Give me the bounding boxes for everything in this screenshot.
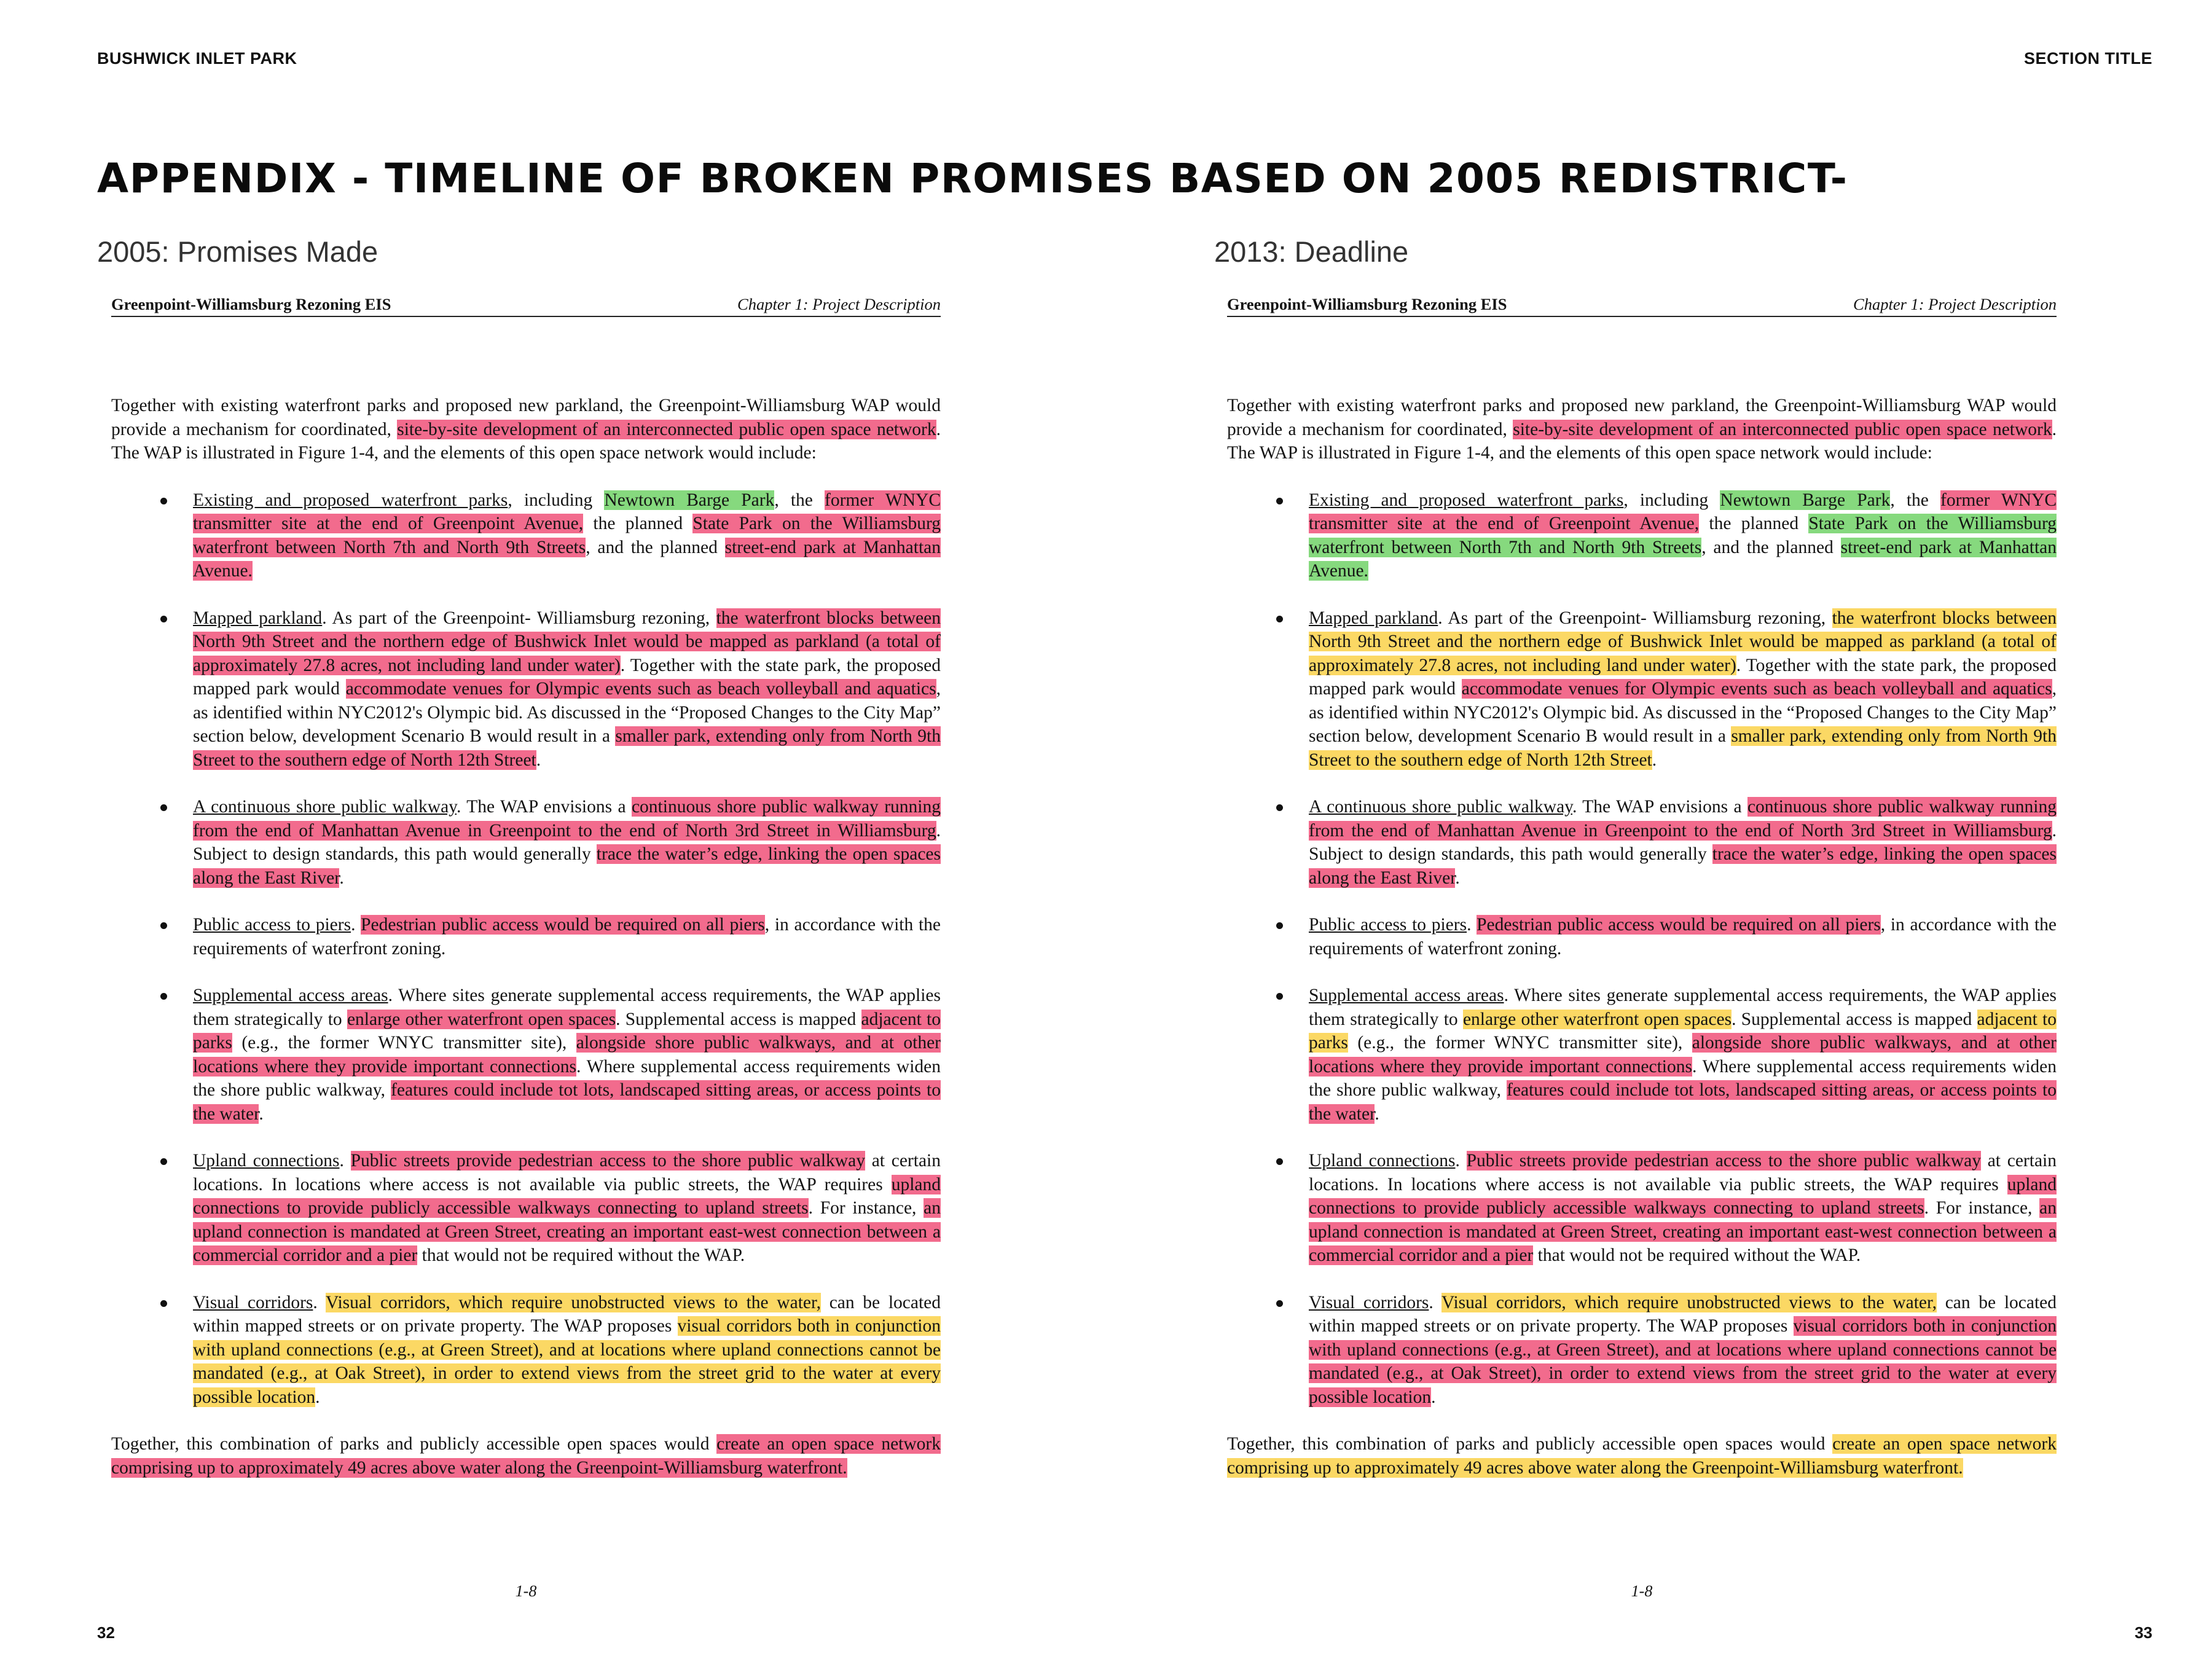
intro-paragraph: Together with existing waterfront parks and proposed new parkland, the Greenpoint-Williamsburg WAP would provide a mechanism for coordinated, site-by-site development of an interconnected public open space network. The WAP is illustrated in Figure 1-4, and the elements of this open space network would include: [111, 396, 941, 463]
list-item: Supplemental access areas. Where sites generate supplemental access requirements, the WAP applies them strategically to enlarge other waterfront open spaces. Supplemental access is mapped adjacent to parks (e.g., the former WNYC transmitter site), alongside shore public walkways, and at other locations where they provide important connections. Where supplemental access requirements widen the shore public walkway, features could include tot lots, landscaped sitting areas, or access points to the water. [111, 984, 941, 1126]
highlight: enlarge other waterfront open spaces [1462, 1009, 1732, 1029]
list-item: Upland connections. Public streets provide pedestrian access to the shore public walkway at certain locations. In locations where access is not available via public streets, the WAP requires upland connections to provide publicly accessible walkways connecting to upland streets. For instance, an upland connection is mandated at Green Street, creating an important east-west connection between a commercial corridor and a pier that would not be required without the WAP. [111, 1149, 941, 1268]
highlight: enlarge other waterfront open spaces [347, 1009, 616, 1029]
highlight: an upland connection is mandated at Green Street, creating an important east-west connection between a commercial corridor and a pier [193, 1198, 941, 1265]
open-space-list [1227, 488, 2057, 1410]
highlight: features could include tot lots, landscaped sitting areas, or access points to the water [193, 1080, 941, 1124]
list-item: Mapped parkland. As part of the Greenpoint- Williamsburg rezoning, the waterfront blocks between North 9th Street and the northern edge of Bushwick Inlet would be mapped as parkland (a total of approximately 27.8 acres, not including land under water). Together with the state park, the proposed mapped park would accommodate venues for Olympic events such as beach volleyball and aquatics, as identified within NYC2012's Olympic bid. As discussed in the “Proposed Changes to the City Map” section below, development Scenario B would result in a smaller park, extending only from North 9th Street to the southern edge of North 12th Street. [111, 606, 941, 772]
document-body [111, 394, 941, 1480]
highlight: trace the water’s edge, linking the open spaces along the East River [193, 844, 941, 888]
highlight: smaller park, extending only from North 9th Street to the southern edge of North 12th Street [193, 726, 941, 770]
bullet-icon [1276, 993, 1283, 1000]
list-item: Upland connections. Public streets provide pedestrian access to the shore public walkway at certain locations. In locations where access is not available via public streets, the WAP requires upland connections to provide publicly accessible walkways connecting to upland streets. For instance, an upland connection is mandated at Green Street, creating an important east-west connection between a commercial corridor and a pier that would not be required without the WAP. [1227, 1149, 2057, 1268]
eis-header [1227, 295, 2057, 317]
list-item: Supplemental access areas. Where sites generate supplemental access requirements, the WAP applies them strategically to enlarge other waterfront open spaces. Supplemental access is mapped adjacent to parks (e.g., the former WNYC transmitter site), alongside shore public walkways, and at other locations where they provide important connections. Where supplemental access requirements widen the shore public walkway, features could include tot lots, landscaped sitting areas, or access points to the water. [1227, 984, 2057, 1126]
highlight: Newtown Barge Park [1720, 490, 1891, 510]
highlight: smaller park, extending only from North 9th Street to the southern edge of North 12th Street [1309, 726, 2057, 770]
highlight: former WNYC transmitter site at the end of Greenpoint Avenue, [193, 490, 941, 533]
highlight: State Park on the Williamsburg waterfront between North 7th and North 9th Streets [1309, 514, 2057, 557]
list-item: Visual corridors. Visual corridors, which require unobstructed views to the water, can be located within mapped streets or on private property. The WAP proposes visual corridors both in conjunction with upland connections (e.g., at Green Street), and at locations where upland connections cannot be mandated (e.g., at Oak Street), in order to extend views from the street grid to the water at every possible location. [1227, 1291, 2057, 1410]
running-header-left: BUSHWICK INLET PARK [97, 49, 297, 68]
bullet-icon [160, 922, 167, 929]
highlight: Visual corridors, which require unobstructed views to the water, [325, 1292, 822, 1312]
highlight: State Park on the Williamsburg waterfront between North 7th and North 9th Streets [193, 514, 941, 557]
bullet-icon [160, 1158, 167, 1165]
column-heading-2013: 2013: Deadline [1214, 235, 1409, 268]
highlight: alongside shore public walkways, and at other locations where they provide important connections [1309, 1033, 2057, 1077]
closing-paragraph: Together, this combination of parks and publicly accessible open spaces would create an open space network comprising up to approximately 49 acres above water along the Greenpoint-Williamsburg waterfront. [1227, 1434, 2057, 1478]
highlight: adjacent to parks [1309, 1009, 2057, 1053]
highlight: create an open space network comprising up to approximately 49 acres above water along the Greenpoint-Williamsburg waterfront. [111, 1434, 941, 1478]
running-header-right: SECTION TITLE [2024, 49, 2152, 68]
bullet-icon [160, 616, 167, 622]
highlight: Public streets provide pedestrian access to the shore public walkway [1466, 1151, 1981, 1171]
highlight: create an open space network comprising up to approximately 49 acres above water along the Greenpoint-Williamsburg waterfront. [1227, 1434, 2057, 1478]
highlight: visual corridors both in conjunction with upland connections (e.g., at Green Street), and at locations where upland connections cannot be mandated (e.g., at Oak Street), in order to extend views from the street grid to the water at every possible location [1309, 1316, 2057, 1407]
eis-header-title: Greenpoint-Williamsburg Rezoning EIS [1227, 295, 1507, 313]
page-number-left: 32 [97, 1623, 115, 1642]
eis-header-chapter: Chapter 1: Project Description [1853, 295, 2057, 313]
intro-paragraph: Together with existing waterfront parks and proposed new parkland, the Greenpoint-Williamsburg WAP would provide a mechanism for coordinated, site-by-site development of an interconnected public open space network. The WAP is illustrated in Figure 1-4, and the elements of this open space network would include: [1227, 396, 2057, 463]
list-item: Visual corridors. Visual corridors, which require unobstructed views to the water, can be located within mapped streets or on private property. The WAP proposes visual corridors both in conjunction with upland connections (e.g., at Green Street), and at locations where upland connections cannot be mandated (e.g., at Oak Street), in order to extend views from the street grid to the water at every possible location. [111, 1291, 941, 1410]
highlight: accommodate venues for Olympic events such as beach volleyball and aquatics [345, 679, 936, 699]
bullet-icon [1276, 1158, 1283, 1165]
list-item: A continuous shore public walkway. The WAP envisions a continuous shore public walkway running from the end of Manhattan Avenue in Greenpoint to the end of North 3rd Street in Williamsburg. Subject to design standards, this path would generally trace the water’s edge, linking the open spaces along the East River. [1227, 795, 2057, 890]
list-item: Public access to piers. Pedestrian public access would be required on all piers, in accordance with the requirements of waterfront zoning. [111, 913, 941, 960]
bullet-icon [1276, 498, 1283, 504]
bullet-icon [160, 1300, 167, 1307]
scan-page-number: 1-8 [515, 1582, 537, 1600]
list-item: Existing and proposed waterfront parks, including Newtown Barge Park, the former WNYC transmitter site at the end of Greenpoint Avenue, the planned State Park on the Williamsburg waterfront between North 7th and North 9th Streets, and the planned street-end park at Manhattan Avenue. [1227, 488, 2057, 583]
highlight: adjacent to parks [193, 1009, 941, 1053]
bullet-icon [1276, 616, 1283, 622]
highlight: an upland connection is mandated at Green Street, creating an important east-west connection between a commercial corridor and a pier [1309, 1198, 2057, 1265]
highlight: Pedestrian public access would be required on all piers [361, 915, 765, 935]
scan-page-number: 1-8 [1631, 1582, 1653, 1600]
document-body [1227, 394, 2057, 1480]
highlight: upland connections to provide publicly accessible walkways connecting to upland streets [193, 1174, 941, 1218]
list-item: Mapped parkland. As part of the Greenpoint- Williamsburg rezoning, the waterfront blocks between North 9th Street and the northern edge of Bushwick Inlet would be mapped as parkland (a total of approximately 27.8 acres, not including land under water). Together with the state park, the proposed mapped park would accommodate venues for Olympic events such as beach volleyball and aquatics, as identified within NYC2012's Olympic bid. As discussed in the “Proposed Changes to the City Map” section below, development Scenario B would result in a smaller park, extending only from North 9th Street to the southern edge of North 12th Street. [1227, 606, 2057, 772]
highlight: accommodate venues for Olympic events such as beach volleyball and aquatics [1461, 679, 2052, 699]
document-scan-2005 [111, 295, 941, 1616]
page-title: APPENDIX - TIMELINE OF BROKEN PROMISES BASED ON 2005 REDISTRICT- [97, 155, 1848, 202]
highlight: features could include tot lots, landscaped sitting areas, or access points to the water [1309, 1080, 2057, 1124]
bullet-icon [1276, 922, 1283, 929]
bullet-icon [1276, 804, 1283, 811]
eis-header-chapter: Chapter 1: Project Description [737, 295, 941, 313]
eis-header-title: Greenpoint-Williamsburg Rezoning EIS [111, 295, 391, 313]
highlight: trace the water’s edge, linking the open spaces along the East River [1309, 844, 2057, 888]
page-number-right: 33 [2135, 1623, 2152, 1642]
highlight: visual corridors both in conjunction with upland connections (e.g., at Green Street), and at locations where upland connections cannot be mandated (e.g., at Oak Street), in order to extend views from the street grid to the water at every possible location [193, 1316, 941, 1407]
open-space-list [111, 488, 941, 1410]
highlight: the waterfront blocks between North 9th Street and the northern edge of Bushwick Inlet would be mapped as parkland (a total of approximately 27.8 acres, not including land under water) [1309, 608, 2057, 675]
column-heading-2005: 2005: Promises Made [97, 235, 378, 268]
highlight: site-by-site development of an interconnected public open space network [1513, 419, 2052, 439]
bullet-icon [160, 804, 167, 811]
highlight: upland connections to provide publicly accessible walkways connecting to upland streets [1309, 1174, 2057, 1218]
highlight: street-end park at Manhattan Avenue. [1309, 537, 2057, 581]
bullet-icon [1276, 1300, 1283, 1307]
highlight: the waterfront blocks between North 9th Street and the northern edge of Bushwick Inlet would be mapped as parkland (a total of approximately 27.8 acres, not including land under water) [193, 608, 941, 675]
list-item: Public access to piers. Pedestrian public access would be required on all piers, in accordance with the requirements of waterfront zoning. [1227, 913, 2057, 960]
highlight: Newtown Barge Park [604, 490, 775, 510]
highlight: Visual corridors, which require unobstructed views to the water, [1441, 1292, 1937, 1312]
eis-header [111, 295, 941, 317]
document-scan-2013 [1227, 295, 2057, 1616]
bullet-icon [160, 498, 167, 504]
highlight: Public streets provide pedestrian access to the shore public walkway [350, 1151, 865, 1171]
highlight: Pedestrian public access would be required on all piers [1477, 915, 1881, 935]
bullet-icon [160, 993, 167, 1000]
highlight: former WNYC transmitter site at the end of Greenpoint Avenue, [1309, 490, 2057, 533]
highlight: continuous shore public walkway running from the end of Manhattan Avenue in Greenpoint to the end of North 3rd Street in Williamsburg [1309, 797, 2057, 841]
highlight: alongside shore public walkways, and at other locations where they provide important connections [193, 1033, 941, 1077]
highlight: continuous shore public walkway running from the end of Manhattan Avenue in Greenpoint to the end of North 3rd Street in Williamsburg [193, 797, 941, 841]
list-item: Existing and proposed waterfront parks, including Newtown Barge Park, the former WNYC transmitter site at the end of Greenpoint Avenue, the planned State Park on the Williamsburg waterfront between North 7th and North 9th Streets, and the planned street-end park at Manhattan Avenue. [111, 488, 941, 583]
closing-paragraph: Together, this combination of parks and publicly accessible open spaces would create an open space network comprising up to approximately 49 acres above water along the Greenpoint-Williamsburg waterfront. [111, 1434, 941, 1478]
list-item: A continuous shore public walkway. The WAP envisions a continuous shore public walkway running from the end of Manhattan Avenue in Greenpoint to the end of North 3rd Street in Williamsburg. Subject to design standards, this path would generally trace the water’s edge, linking the open spaces along the East River. [111, 795, 941, 890]
highlight: site-by-site development of an interconnected public open space network [397, 419, 936, 439]
highlight: street-end park at Manhattan Avenue. [193, 537, 941, 581]
